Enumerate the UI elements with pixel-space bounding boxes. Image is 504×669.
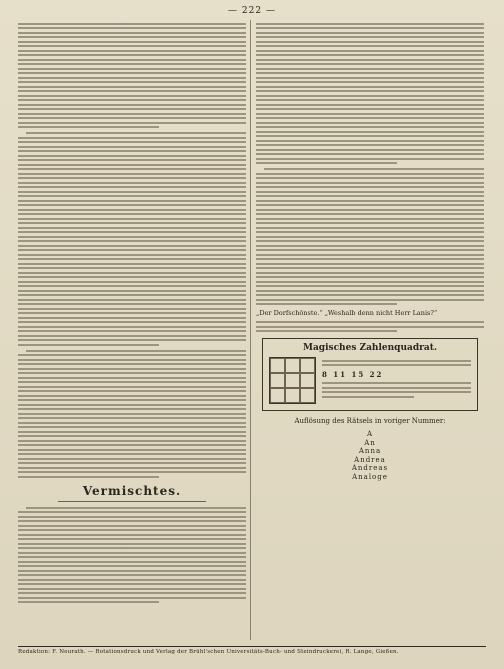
- unread-puzzle-text: [322, 382, 471, 398]
- unread-article-paragraph: [18, 350, 246, 478]
- puzzle-answers-caption: Auflösung des Rätsels in voriger Nummer:: [294, 417, 446, 426]
- sayings-line: „Der Dorfschönste.“ „Weshalb denn nicht Herr Lanis?“: [256, 309, 438, 317]
- pyramid-word: Analoge: [352, 472, 388, 481]
- column-divider: [250, 20, 251, 640]
- unread-article-paragraph: [256, 23, 484, 165]
- page-number: — 222 —: [228, 6, 276, 16]
- pyramid-word: An: [364, 438, 376, 447]
- pyramid-word: A: [366, 430, 374, 439]
- unread-puzzle-text: [322, 360, 471, 367]
- section-rule: [58, 501, 206, 502]
- magic-square-grid: [269, 357, 316, 404]
- unread-article-paragraph: [18, 23, 246, 129]
- section-heading-vermischtes: Vermischtes.: [82, 483, 182, 498]
- pyramid-word: Andrea: [354, 455, 386, 464]
- puzzle-title: Magisches Zahlenquadrat.: [303, 343, 437, 354]
- unread-article-paragraph: [256, 168, 484, 305]
- unread-article-paragraph: [18, 507, 246, 604]
- left-column: [18, 20, 246, 607]
- pyramid-word: Andreas: [351, 464, 389, 473]
- word-pyramid: [256, 430, 484, 481]
- printer-footer: Redaktion: F. Neurath. — Rotationsdruck und Verlag der Brühl'schen Universitäts-Buch- und Steindruckerei, R. Lange, Gießen.: [18, 646, 486, 655]
- right-column: [256, 20, 484, 485]
- puzzle-numbers: 8 11 15 22: [322, 370, 384, 380]
- pyramid-word: Anna: [358, 447, 382, 456]
- unread-article-paragraph: [18, 132, 246, 346]
- magic-square-puzzle: [262, 338, 478, 411]
- unread-article-paragraph: [256, 321, 484, 332]
